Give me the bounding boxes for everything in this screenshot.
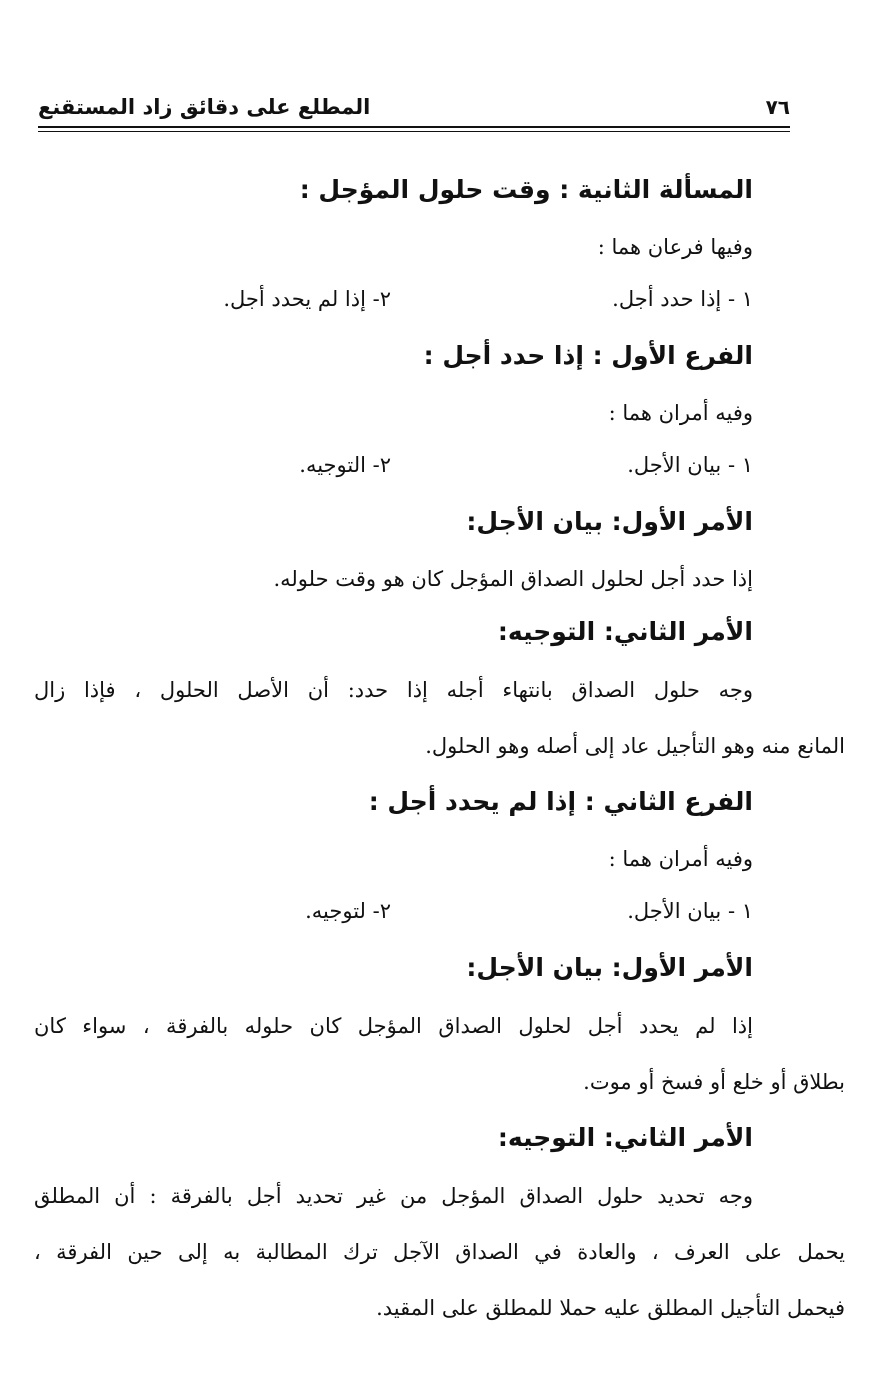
branch2-item-2: ٢- لتوجيه. [305,899,391,923]
section-heading: المسألة الثانية : وقت حلول المؤجل : [299,175,753,204]
branch2-intro: وفيه أمران هما : [608,847,753,871]
branch1-heading: الفرع الأول : إذا حدد أجل : [423,341,753,370]
section-items [34,275,753,331]
branch2-matter2-heading: الأمر الثاني: التوجيه: [497,1123,753,1152]
paragraph-line: إذا لم يحدد أجل لحلول الصداق المؤجل كان حلوله بالفرقة ، سواء كان [34,1014,753,1038]
branch2-items [34,887,753,943]
paragraph-line: بطلاق أو خلع أو فسخ أو موت. [583,1070,845,1094]
paragraph-line: وجه حلول الصداق بانتهاء أجله إذا حدد: أن الأصل الحلول ، فإذا زال [34,678,753,702]
header-rule-thin [38,131,790,132]
branch1-matter1-heading: الأمر الأول: بيان الأجل: [466,507,753,536]
paragraph-line: وجه تحديد حلول الصداق المؤجل من غير تحديد أجل بالفرقة : أن المطلق [34,1184,753,1208]
branch2-item-1: ١ - بيان الأجل. [627,899,753,923]
branch1-items [34,441,753,497]
paragraph-line: يحمل على العرف ، والعادة في الصداق الآجل ترك المطالبة به إلى حين الفرقة ، [34,1240,845,1264]
book-title: المطلع على دقائق زاد المستقنع [38,95,371,119]
section-item-2: ٢- إذا لم يحدد أجل. [223,287,391,311]
page-body [34,165,845,1339]
paragraph-line: المانع منه وهو التأجيل عاد إلى أصله وهو الحلول. [425,734,845,758]
branch1-item-2: ٢- التوجيه. [299,453,391,477]
branch1-matter2-paragraph [34,665,845,777]
running-header [38,88,790,122]
section-item-1: ١ - إذا حدد أجل. [612,287,753,311]
header-rule [38,126,790,128]
branch1-matter1-text: إذا حدد أجل لحلول الصداق المؤجل كان هو وقت حلوله. [273,567,753,591]
branch2-matter1-paragraph [34,1001,845,1113]
page-number: ٧٦ [765,95,790,119]
branch2-matter2-paragraph [34,1171,845,1339]
branch2-heading: الفرع الثاني : إذا لم يحدد أجل : [368,787,753,816]
branch1-item-1: ١ - بيان الأجل. [627,453,753,477]
branch1-matter2-heading: الأمر الثاني: التوجيه: [497,617,753,646]
branch2-matter1-heading: الأمر الأول: بيان الأجل: [466,953,753,982]
branch1-intro: وفيه أمران هما : [608,401,753,425]
paragraph-line: فيحمل التأجيل المطلق عليه حملا للمطلق على المقيد. [376,1296,845,1320]
section-intro: وفيها فرعان هما : [597,235,753,259]
